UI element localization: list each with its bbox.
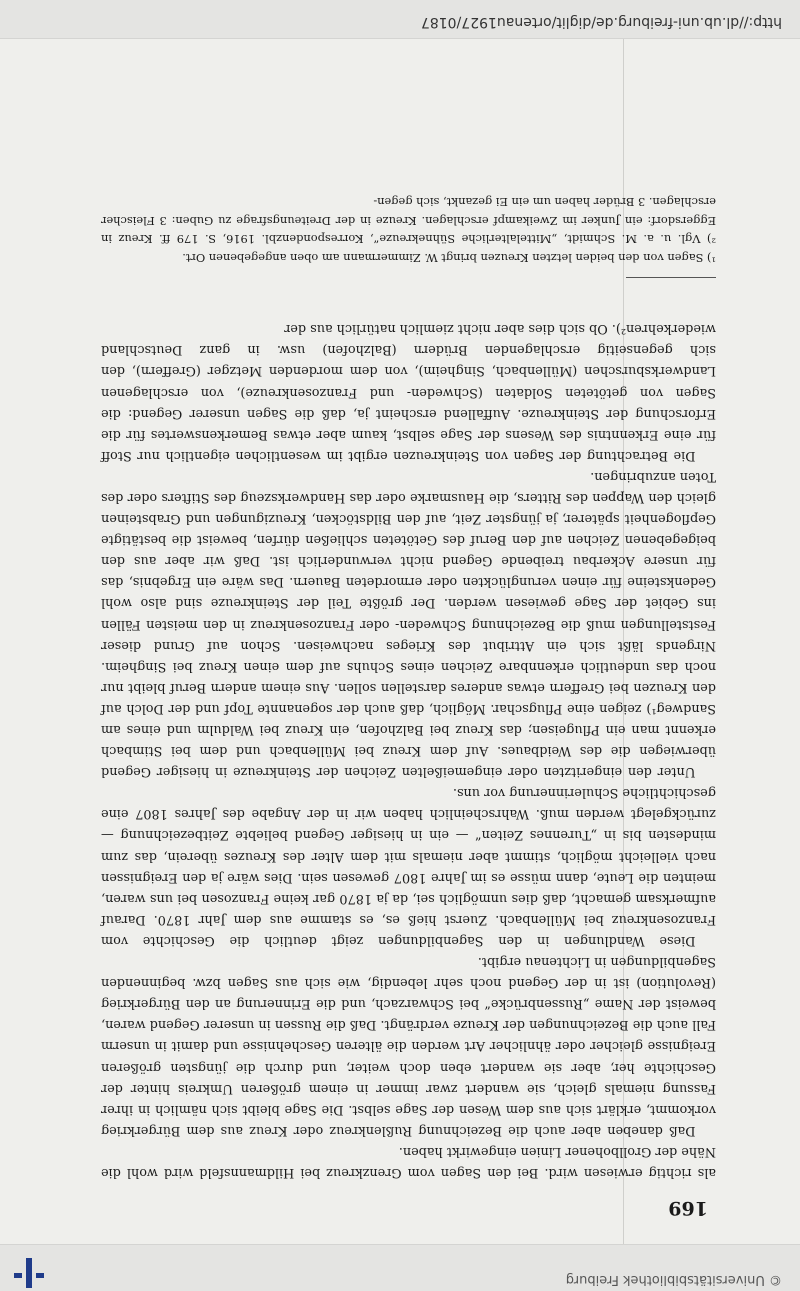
paragraph-5: Die Betrachtung der Sagen von Steinkreuzen ergibt im wesentlichen eigentlich nur Stoff für eine Erkenntnis des Wesens der Sage selbst, kaum aber etwas Bemerkenswertes für die Erforschung der Steinkreuze. Auffallend erscheint ja, daß die Sagen unserer Gegend: die Sagen von getöteten Soldaten (Schweden- und Franzosenkreuze), von erschlagenen Landwerksburschen (Müllenbach, Singheim), von dem mordenden Metzger (Greffern), den sich gegenseitig erschlagenden Brüdern (Balzhofen) usw. in ganz Deutschland wiederkehren²). Ob sich dies aber nicht ziemlich natürlich aus der	[101, 321, 716, 463]
ub-freiburg-logo-icon	[14, 1258, 44, 1288]
paragraph-2: Daß daneben aber auch die Bezeichnung Rußlenkreuz oder Kreuz aus dem Bürgerkrieg vorkommt, erklärt sich aus dem Wesen der Sage selbst. Die Sage bleibt sich nämlich in ihrer Fassung niemals gleich, sie wandert zwar immer in einem größeren Umkreis hinter der Geschichte her, aber sie wandert eben doch weiter, und durch die jüngsten größeren Ereignisse gleicher oder ähnlicher Art werden die älteren Geschehnisse und damit in unserm Fall auch die Bezeichnungen der Kreuze verdrängt. Daß die Russen in unserer Gegend waren, beweist der Name „Russenbrücke“ bei Schwarzach, und die Erinnerung an den Bürgerkrieg (Revolution) ist in der Gegend noch sehr lebendig, wie sich aus Sagen bzw. beginnenden Sagenbildungen in Lichtenau ergibt.	[101, 954, 716, 1138]
viewer-header-bar	[0, 1244, 800, 1291]
footnotes	[101, 193, 716, 267]
footnote-1: ¹) Sagen von den beiden letzten Kreuzen bringt W. Zimmermann am oben angegebenen Ort.	[182, 251, 716, 265]
footnote-2: ²) Vgl. u. a. M. Schmidt, „Mittelalterliche Sühnekreuze“, Korrespondenzbl. 1916, S. 179 ff. Kreuz in Eggersdorf: ein Junker im Zweikampf erschlagen. Kreuze in der Dreiteungsfrage zu Guben: 3 Fleischer erschlagen. 3 Brüder haben um ein Ei gezankt, sich gegen-	[101, 195, 716, 247]
source-url-link[interactable]: http://dl.ub.uni-freiburg.de/diglit/ortenau1927/0187	[420, 14, 782, 30]
viewer-footer-bar	[0, 0, 800, 39]
main-text	[101, 318, 716, 1183]
page-number: 169	[668, 1197, 708, 1219]
paragraph-4: Unter den eingeritzten oder eingemeißelten Zeichen der Steinkreuze in hiesiger Gegend überwiegen die des Weidbaues. Auf dem Kreuz bei Müllenbach und dem bei Stimbach erkennt man ein Pflugeisen; das Kreuz bei Balzhofen, ein Kreuz bei Waldulm und eines am Sandweg¹) zeigen eine Pflugschar. Möglich, daß auch der sogenannte Topf und der Dolch auf den Kreuzen bei Greffern etwas anderes darstellen sollen. Aus einem andern Beruf bleibt nur noch das undeutlich erkennbare Zeichen eines Schuhs auf dem einen Kreuz bei Singheim. Nirgends läßt sich ein Attribut des Krieges nachweisen. Schon auf Grund dieser Feststellungen muß die Bezeichnung Schweden- oder Franzosenkreuz in den meisten Fällen ins Gebiet der Sage gewiesen werden. Der größte Teil der Steinkreuze sind also wohl Gedenksteine für einen verunglückten oder ermordeten Bauern. Das wäre ein Ergebnis, das für unsere Ackerbau treibende Gegend nicht verwunderlich ist. Daß wir aber aus den beigegebenen Zeichen auf den Beruf des Getöteten schließen dürfen, beweist die bestätigte Gepflogenheit späterer, ja jüngster Zeit, auf den Bildstöcken, Kreuzigungen und Grabsteinen gleich den Wappen des Ritters, die Hausmarke oder das Handwerkszeug des Stifters oder des Toten anzubringen.	[101, 468, 716, 780]
footnote-divider	[626, 277, 716, 278]
paragraph-3: Diese Wandlungen in den Sagenbildungen zeigt deutlich die Geschichte vom Franzosenkreuz bei Müllenbach. Zuerst hieß es, es stamme aus dem Jahr 1870. Darauf aufmerksam gemacht, daß dies unmöglich sei, da ja 1870 gar keine Franzosen bei uns waren, meinten die Leute, dann müsse es im Jahre 1807 gewesen sein. Dies wäre ja den Ereignissen nach vielleicht möglich, stimmt aber niemals mit dem Alter des Kreuzes überein, das zum mindesten bis in „Turennes Zeiten“ — ein in hiesiger Gegend beliebte Zeitbezeichnung — zurückgelegt werden muß. Wahrscheinlich haben wir in der Angabe des Jahres 1807 eine geschichtliche Schulerinnerung vor uns.	[101, 785, 716, 948]
credit-text: © Universitätsbibliothek Freiburg	[565, 1272, 782, 1287]
paragraph-1: als richtig erwiesen wird. Bei den Sagen vom Grenzkreuz bei Hildmannsfeld wird wohl die Nähe der Grollbohener Linien eingewirkt haben.	[101, 1143, 716, 1180]
